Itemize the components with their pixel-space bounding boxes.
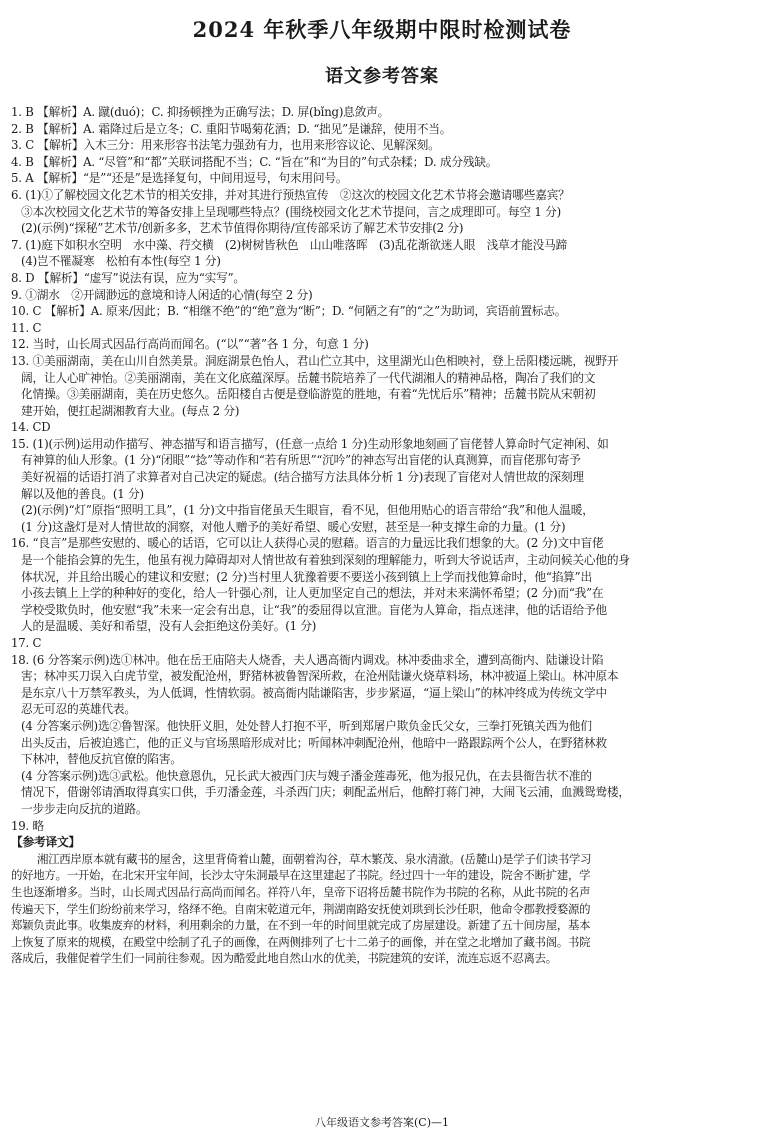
translation-line: 落成后，我催促着学生们一同前往参观。因为酷爱此地自然山水的优美，书院建筑的安详，流连忘返不忍离去。 [11, 951, 557, 966]
answer-line: 13. ①美丽湖南，美在山川自然美景。洞庭湖景色怡人，君山伫立其中，这里湖光山色相映衬，登上岳阳楼远眺，视野开 [11, 353, 619, 368]
answer-line: 学校受欺负时，他安慰“我”未来一定会有出息，让“我”的委屈得以宣泄。盲佬为人算命，指点迷津，他的话语给予他 [21, 602, 607, 617]
answer-line: (4 分答案示例)选②鲁智深。他快肝义胆，处处替人打抱不平，听到郑屠户欺负金氏父女，三拳打死镇关西为他们 [21, 718, 592, 733]
answer-line: 美好祝福的话语打消了求算者对自己决定的疑虑。(结合描写方法具体分析 1 分)表现了盲佬对人情世故的深刻理 [21, 470, 584, 485]
answer-line: 化情操。③美丽湖南，美在历史悠久。岳阳楼自古便是登临游览的胜地，有着“先忧后乐”精神；岳麓书院从宋朝初 [21, 387, 596, 402]
answer-line: 阔，让人心旷神怡。②美丽湖南，美在文化底蕴深厚。岳麓书院培养了一代代湖湘人的精神品格，陶冶了我们的文 [21, 370, 596, 385]
answer-content [11, 104, 753, 967]
translation-line: 湘江西岸原本就有藏书的屋舍，这里背倚着山麓，面朝着沟谷，草木繁茂、泉水清澈。(岳麓山)是学子们读书学习 [37, 851, 592, 866]
translation-line: 传遍天下，学生们纷纷前来学习，络绎不绝。自南宋乾道元年，荆湖南路安抚使刘珙到长沙任职，他命令郡教授婺源的 [11, 901, 591, 916]
answer-line: 7. (1)庭下如积水空明 水中藻、荇交横 (2)树树皆秋色 山山唯落晖 (3)乱花渐欲迷人眼 浅草才能没马蹄 [11, 237, 568, 252]
answer-line: 11. C [11, 320, 42, 335]
answer-line: 1. B 【解析】A. 蹴(duó)；C. 抑扬顿挫为正确写法；D. 屏(bǐng)息敛声。 [11, 105, 390, 119]
translation-line: 的好地方。一开始，在北宋开宝年间，长沙太守朱洞最早在这里建起了书院。经过四十一年的建设，院舍不断扩建，学 [11, 868, 591, 883]
answer-line: 建开始，便扛起湖湘教育大业。(每点 2 分) [21, 403, 240, 418]
answer-line: (4 分答案示例)选③武松。他快意恩仇，兄长武大被西门庆与嫂子潘金莲毒死，他为报兄仇，在去县衙告状不准的 [21, 768, 592, 783]
answer-line: 19. 略 [11, 818, 44, 833]
answer-line: 3. C 【解析】入木三分：用来形容书法笔力强劲有力，也用来形容议论、见解深刻。 [11, 138, 440, 153]
answer-line: 有神算的仙人形象。(1 分)“闭眼”“捻”等动作和“若有所思”“沉吟”的神态写出盲佬的认真测算，而盲佬那句寄予 [21, 453, 581, 468]
answer-line: ③本次校园文化艺术节的筹备安排上呈现哪些特点？(围绕校园文化艺术节提问，言之成理即可。每空 1 分) [21, 204, 561, 219]
answer-line: 8. D 【解析】“虚写”说法有误，应为“实写”。 [11, 270, 245, 285]
answer-line: 12. 当时，山长周式因品行高尚而闻名。(“以”“著”各 1 分，句意 1 分) [11, 337, 369, 352]
answer-line: 小孩去镇上上学的种种好的变化，给人一针强心剂，让人更加坚定自己的想法，并对未来满怀希望；(2 分)而“我”在 [21, 586, 604, 601]
answer-line: 是一个能掐会算的先生，他虽有视力障碍却对人情世故有着独到深刻的理解能力，听到大爷说话声，主动问候关心他的身 [21, 553, 630, 568]
translation-line: 上恢复了原来的规模，在殿堂中绘制了孔子的画像，在两侧排列了七十二弟子的画像，并在堂之北增加了藏书阁。书院 [11, 934, 591, 949]
answer-key-subtitle: 语文参考答案 [325, 66, 439, 87]
answer-line: 是东京八十万禁军教头，为人低调，性情软弱。被高衙内陆谦陷害，步步紧逼，“逼上梁山”的林冲终成为传统文学中 [21, 685, 607, 700]
answer-line: 14. CD [11, 420, 51, 435]
answer-list [11, 104, 753, 834]
answer-line: (1 分)这盏灯是对人情世故的洞察，对他人赠予的美好希望、暖心安慰，甚至是一种支撑生命的力量。(1 分) [21, 519, 566, 534]
answer-line: 5. A 【解析】“是”“还是”是选择复句，中间用逗号，句末用问号。 [11, 171, 348, 186]
answer-line: 情况下，借谢邻请酒取得真实口供，手刃潘金莲，斗杀西门庆；刺配孟州后，他醉打蒋门神，大闹飞云浦，血溅鸳鸯楼， [21, 785, 630, 800]
page-footer: 八年级语文参考答案(C)—1 [315, 1116, 449, 1129]
answer-line: 下林冲，替他反抗官僚的陷害。 [21, 752, 182, 767]
answer-line: (4)岂不罹凝寒 松柏有本性(每空 1 分) [21, 254, 221, 269]
answer-line: 10. C 【解析】A. 原来/因此；B. “相继不绝”的“绝”意为“断”；D. “何陋之有”的“之”为助词，宾语前置标志。 [11, 304, 567, 319]
answer-line: (2)(示例)“探秘”艺术节/创新多多，艺术节值得你期待/宣传部采访了解艺术节安排(2 分) [21, 221, 464, 236]
answer-line: 害；林冲买刀误入白虎节堂，被发配沧州，野猪林被鲁智深所救，在沧州陆谦火烧草料场，林冲被逼上梁山。林冲原本 [21, 669, 619, 684]
answer-line: 人的是温暖、美好和希望，没有人会拒绝这份美好。(1 分) [21, 619, 317, 634]
answer-line: 体状况，并且给出暖心的建议和安慰；(2 分)当村里人犹豫着要不要送小孩到镇上上学而找他算命时，他“掐算”出 [21, 569, 592, 584]
translation-body [11, 851, 753, 967]
answer-line: 解以及他的善良。(1 分) [21, 486, 144, 501]
exam-title: 2024 年秋季八年级期中限时检测试卷 [192, 17, 572, 42]
answer-line: 忍无可忍的英雄代表。 [21, 702, 136, 717]
translation-heading: 【参考译文】 [11, 835, 80, 850]
answer-line: (2)(示例)“灯”原指“照明工具”，(1 分)文中指盲佬虽天生眼盲，看不见，但他用贴心的语言带给“我”和他人温暖， [21, 503, 594, 518]
answer-line: 16. “良言”是那些安慰的、暖心的话语，它可以让人获得心灵的慰藉。语言的力量远比我们想象的大。(2 分)文中盲佬 [11, 536, 604, 551]
answer-line: 出头反击，后被迫逃亡，他的正义与官场黑暗形成对比；听闻林冲刺配沧州，他暗中一路跟踪两个公人，在野猪林救 [21, 735, 607, 750]
answer-line: 6. (1)①了解校园文化艺术节的相关安排，并对其进行预热宣传 ②这次的校园文化艺术节将会邀请哪些嘉宾？ [11, 187, 570, 202]
answer-line: 2. B 【解析】A. 霜降过后是立冬；C. 重阳节喝菊花酒；D. “拙见”是谦辞，使用不当。 [11, 121, 452, 136]
answer-line: 15. (1)(示例)运用动作描写、神态描写和语言描写，(任意一点给 1 分)生动形象地刻画了盲佬替人算命时气定神闲、如 [11, 436, 609, 451]
answer-line: 9. ①湖水 ②开阔渺远的意境和诗人闲适的心情(每空 2 分) [11, 287, 313, 302]
answer-line: 4. B 【解析】A. “尽管”和“都”关联词搭配不当；C. “旨在”和“为目的”句式杂糅；D. 成分残缺。 [11, 154, 498, 169]
answer-line: 17. C [11, 636, 42, 650]
answer-line: 一步步走向反抗的道路。 [21, 801, 148, 816]
answer-line: 18. (6 分答案示例)选①林冲。他在岳王庙陪夫人烧香，夫人遇高衙内调戏。林冲委曲求全，遭到高衙内、陆谦设计陷 [11, 652, 604, 667]
translation-line: 生也逐渐增多。当时，山长周式因品行高尚而闻名。祥符八年，皇帝下诏将岳麓书院作为书院的名称，从此书院的名声 [11, 884, 591, 899]
translation-line: 郑颖负责此事。收集废弃的材料，利用剩余的力量，在不到一年的时间里就完成了房屋建设。新建了五十间房屋，基本 [11, 918, 591, 933]
